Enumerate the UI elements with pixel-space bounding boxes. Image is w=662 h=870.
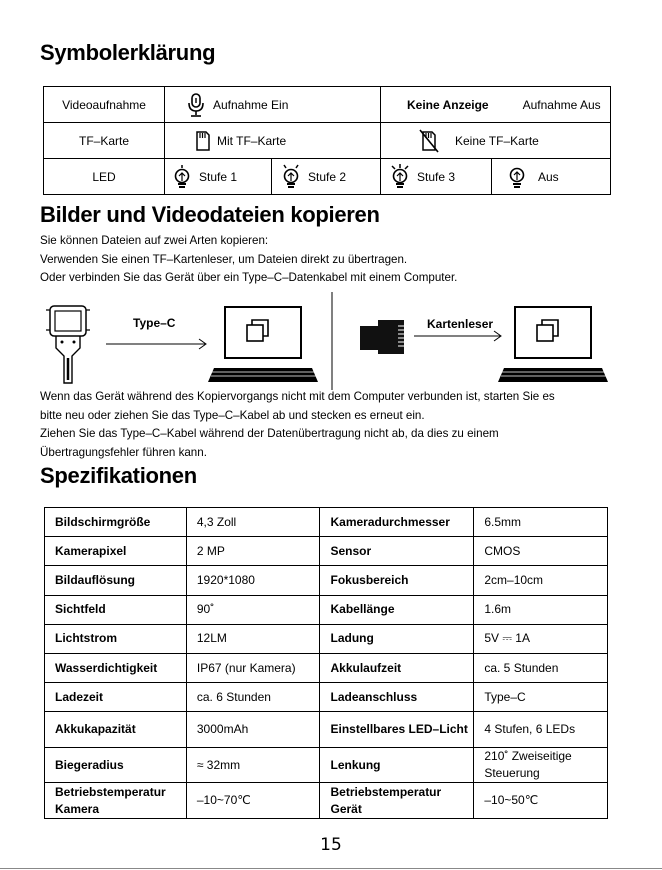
video-label: Videoaufnahme (44, 87, 165, 123)
spec-key: Betriebstemperatur Kamera (45, 783, 187, 819)
spec-key: Bildschirmgröße (45, 508, 187, 537)
laptop-icon (208, 307, 318, 382)
spec-key: Akkukapazität (45, 712, 187, 748)
note-line-2: bitte neu oder ziehen Sie das Type–C–Kabel ab und stecken es erneut ein. (40, 408, 425, 422)
recording-off-text: Aufnahme Aus (522, 97, 601, 112)
spec-key: Ladung (320, 624, 474, 653)
spec-value: 4 Stufen, 6 LEDs (474, 712, 608, 748)
note-line-3: Ziehen Sie das Type–C–Kabel während der Datenübertragung nicht ab, da dies zu einem (40, 427, 499, 440)
spec-value: 5V ⎓ 1A (474, 624, 608, 653)
spec-key: Ladezeit (45, 683, 187, 712)
spec-value: 1920*1080 (186, 566, 320, 595)
spec-value: 1.6m (474, 595, 608, 624)
spec-key: Sichtfeld (45, 595, 187, 624)
table-row (44, 159, 611, 195)
spec-key: Kamerapixel (45, 537, 187, 566)
recording-on-text: Aufnahme Ein (213, 97, 289, 112)
symbol-legend-table (43, 86, 611, 195)
spec-value: ca. 5 Stunden (474, 653, 608, 682)
table-row (45, 712, 608, 748)
footer-divider (0, 868, 662, 869)
led-off-text: Aus (538, 169, 559, 184)
card-reader-icon (360, 320, 404, 354)
spec-key: Ladeanschluss (320, 683, 474, 712)
spec-key: Kameradurchmesser (320, 508, 474, 537)
table-row (45, 624, 608, 653)
spec-key: Akkulaufzeit (320, 653, 474, 682)
no-indicator-text: Keine Anzeige (407, 97, 489, 112)
spec-value: –10~70℃ (186, 783, 320, 819)
led-level-1-icon (171, 164, 193, 190)
page-number: 15 (320, 835, 342, 855)
spec-key: Biegeradius (45, 747, 187, 783)
copy-intro-2: Verwenden Sie einen TF–Kartenleser, um Dateien direkt zu übertragen. (40, 252, 408, 266)
spec-key: Sensor (320, 537, 474, 566)
table-row (45, 537, 608, 566)
symbol-legend-title: Symbolerklärung (40, 40, 216, 65)
led-level-1-text: Stufe 1 (199, 169, 238, 184)
type-c-label: Type–C (133, 316, 176, 330)
copy-illustration (0, 290, 662, 390)
table-row (45, 566, 608, 595)
spec-key: Bildauflösung (45, 566, 187, 595)
table-row (44, 87, 611, 123)
spec-key: Kabellänge (320, 595, 474, 624)
laptop-icon (498, 307, 608, 382)
card-reader-label: Kartenleser (427, 317, 494, 331)
spec-value: ca. 6 Stunden (186, 683, 320, 712)
spec-key: Betriebstemperatur Gerät (320, 783, 474, 819)
led-label: LED (44, 159, 165, 195)
tf-label: TF–Karte (44, 123, 165, 159)
table-row (45, 783, 608, 819)
table-row (45, 747, 608, 783)
led-off-icon (506, 164, 528, 190)
copy-intro-1: Sie können Dateien auf zwei Arten kopieren: (40, 234, 269, 247)
specifications-title: Spezifikationen (40, 463, 197, 488)
spec-value: 3000mAh (186, 712, 320, 748)
spec-value: ≈ 32mm (186, 747, 320, 783)
spec-value: 210˚ Zweiseitige Steuerung (474, 747, 608, 783)
copy-files-title: Bilder und Videodateien kopieren (40, 202, 380, 227)
spec-key: Lichtstrom (45, 624, 187, 653)
note-line-4: Übertragungsfehler führen kann. (40, 445, 207, 459)
spec-value: IP67 (nur Kamera) (186, 653, 320, 682)
table-row (45, 508, 608, 537)
no-tf-text: Keine TF–Karte (455, 133, 539, 148)
spec-key: Lenkung (320, 747, 474, 783)
spec-value: 2 MP (186, 537, 320, 566)
microphone-icon (185, 92, 207, 118)
led-level-2-icon (280, 164, 302, 190)
spec-value: –10~50℃ (474, 783, 608, 819)
led-level-3-text: Stufe 3 (417, 169, 456, 184)
table-row (45, 595, 608, 624)
sd-card-icon (195, 128, 211, 154)
spec-value: 90˚ (186, 595, 320, 624)
spec-value: 6.5mm (474, 508, 608, 537)
spec-key: Einstellbares LED–Licht (320, 712, 474, 748)
with-tf-text: Mit TF–Karte (217, 133, 287, 148)
table-row (44, 123, 611, 159)
spec-value: Type–C (474, 683, 608, 712)
spec-key: Fokusbereich (320, 566, 474, 595)
spec-value: CMOS (474, 537, 608, 566)
spec-value: 4,3 Zoll (186, 508, 320, 537)
table-row (45, 653, 608, 682)
copy-intro-3: Oder verbinden Sie das Gerät über ein Type–C–Datenkabel mit einem Computer. (40, 271, 458, 284)
no-sd-card-icon (419, 128, 439, 154)
led-level-3-icon (389, 164, 411, 190)
led-level-2-text: Stufe 2 (308, 169, 347, 184)
spec-value: 12LM (186, 624, 320, 653)
spec-value: 2cm–10cm (474, 566, 608, 595)
device-icon (46, 306, 90, 383)
specifications-table (44, 507, 608, 819)
note-line-1: Wenn das Gerät während des Kopiervorgangs nicht mit dem Computer verbunden ist, starten Sie es (40, 390, 555, 403)
table-row (45, 683, 608, 712)
spec-key: Wasserdichtigkeit (45, 653, 187, 682)
